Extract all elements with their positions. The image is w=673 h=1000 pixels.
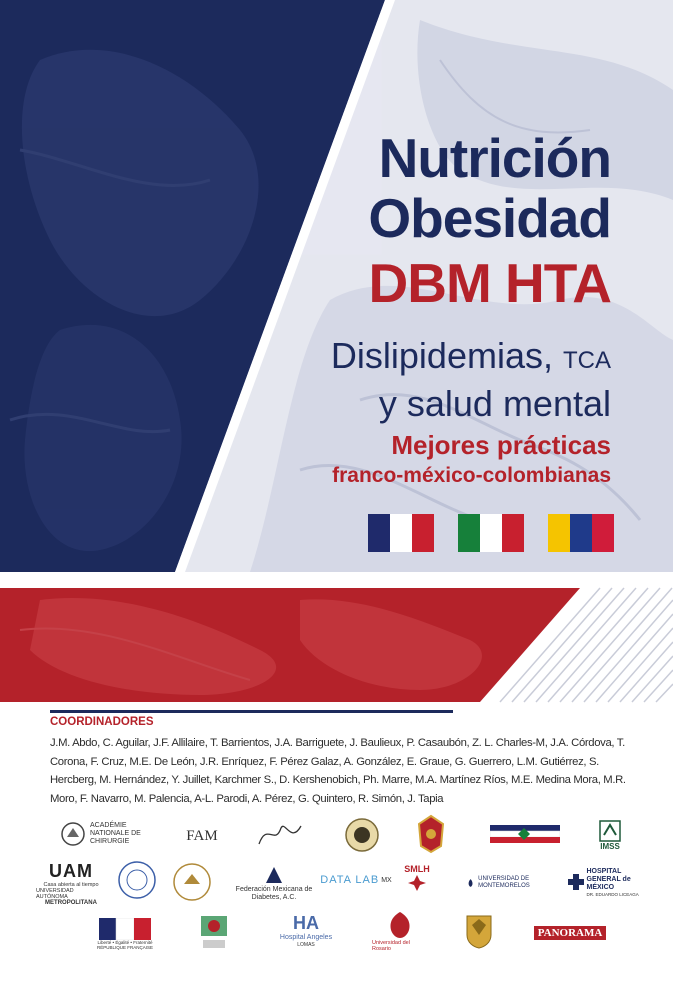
universidad-rosario-logo <box>372 908 428 954</box>
fmd-text: Federación Mexicana de Diabetes, A.C. <box>235 886 313 901</box>
flag-colombia <box>548 514 614 552</box>
uam-logo <box>36 862 106 906</box>
imss-eagle-icon <box>599 820 621 842</box>
uam-text: UAM <box>49 861 93 881</box>
flag-france <box>368 514 434 552</box>
title-nutricion: Nutrición <box>378 127 611 189</box>
academie-chirurgie-logo <box>55 820 165 848</box>
title-obesidad: Obesidad <box>368 187 611 249</box>
hgm-text: HOSPITAL GENERAL de MÉXICO <box>586 867 631 891</box>
crest-icon <box>417 814 445 854</box>
unam-crest-icon <box>464 913 494 949</box>
coordinators-names: J.M. Abdo, C. Aguilar, J.F. Allilaire, T. Barrientos, J.A. Barriguete, J. Baulieux, P. Casaubón, Z. L. Charles-M, J.A. Córdova, T. Corona, F. Cruz, M.E. De León, J.R. Enríquez, F. Pérez Galaz, A. González, E. Graue, G. Guerrero, L.M. Gutiérrez, S. Hercberg, M. Hernández, Y. Juillet, Karchmer S., D. Kershenobich, Ph. Marre, M.A. Martínez Ríos, M.E. Medina Mora, M.R. Moro, F. Navarro, M. Palencia, A-L. Parodi, A. Pérez, G. Quintero, R. Simón, J. Tapia <box>50 737 626 805</box>
subtitle-mejores-practicas: Mejores prácticas <box>391 430 611 460</box>
imss-text: IMSS <box>600 841 620 851</box>
republique-francaise-logo <box>96 914 154 954</box>
marianne-flag-icon <box>99 918 151 940</box>
mexico-institute-logo <box>198 910 230 954</box>
medical-seal-logo <box>342 815 382 855</box>
flags-banner-logo <box>490 818 560 850</box>
panorama-logo <box>532 926 608 940</box>
title-dbm-hta: DBM HTA <box>368 252 611 314</box>
hgm-sub-text: DR. EDUARDO LICEAGA <box>586 891 639 897</box>
flag-mexico <box>458 514 524 552</box>
um-text: UNIVERSIDAD DE MONTEMORELOS <box>478 876 530 889</box>
ha-text: Hospital Angeles <box>279 933 333 941</box>
fam-logo <box>172 822 232 850</box>
flag-banner-icon <box>490 819 560 849</box>
rf-motto-text: Liberté • Égalité • Fraternité <box>97 940 153 945</box>
signature-logo <box>255 814 305 854</box>
datalab-mx-text: MX <box>381 876 392 884</box>
hospital-angeles-logo <box>276 908 336 952</box>
fmd-logo <box>228 862 320 906</box>
subtitle-franco-mexico-colombianas: franco-méxico-colombianas <box>332 464 611 487</box>
um-flame-icon <box>466 876 475 890</box>
academie-crest-icon <box>60 821 86 847</box>
datalab-logo <box>318 868 394 892</box>
military-crest-logo <box>415 813 447 855</box>
uam-sub2: UNIVERSIDAD AUTÓNOMA <box>36 888 74 900</box>
university-seal-logo <box>170 860 214 904</box>
rf-name-text: RÉPUBLIQUE FRANÇAISE <box>96 945 153 950</box>
panorama-text: PANORAMA <box>534 926 607 940</box>
institute-seal-icon <box>117 860 157 900</box>
university-seal-icon <box>172 862 212 902</box>
rosario-crest-icon <box>387 910 413 940</box>
ha-sub-text: LOMAS <box>297 941 315 948</box>
coordinators-heading: COORDINADORES <box>50 716 154 728</box>
signature-icon <box>255 816 305 852</box>
rosario-text: Universidad del Rosario <box>372 940 410 952</box>
um-logo <box>466 870 546 896</box>
datalab-text: DATA LAB <box>320 874 380 886</box>
subtitle-tca: TCA <box>563 347 611 374</box>
hgm-logo <box>566 864 642 900</box>
academie-text: ACADÉMIE NATIONALE DE CHIRURGIE <box>90 822 141 845</box>
imss-logo <box>594 815 626 855</box>
fam-text: FAM <box>186 827 218 844</box>
subtitle-dislipidemias <box>331 336 611 381</box>
coordinators-divider <box>50 710 453 713</box>
subtitle-dislipidemias-main: Dislipidemias, <box>330 335 553 376</box>
uam-sub3: METROPOLITANA <box>45 900 97 906</box>
uam-sub1: Casa abierta al tiempo <box>43 882 99 888</box>
seal-icon <box>344 817 380 853</box>
smlh-logo <box>400 858 434 898</box>
ha-mark-icon: HA <box>293 912 319 933</box>
smlh-cross-icon <box>407 874 427 892</box>
fmd-drop-icon <box>264 866 284 886</box>
institute-seal-logo <box>115 858 159 902</box>
smlh-text: SMLH <box>404 864 430 874</box>
unam-logo <box>462 912 496 950</box>
hgm-cross-icon <box>568 874 584 890</box>
mexico-eagle-icon <box>199 912 229 952</box>
subtitle-salud-mental: y salud mental <box>378 383 611 424</box>
hgm-texts <box>587 868 641 897</box>
